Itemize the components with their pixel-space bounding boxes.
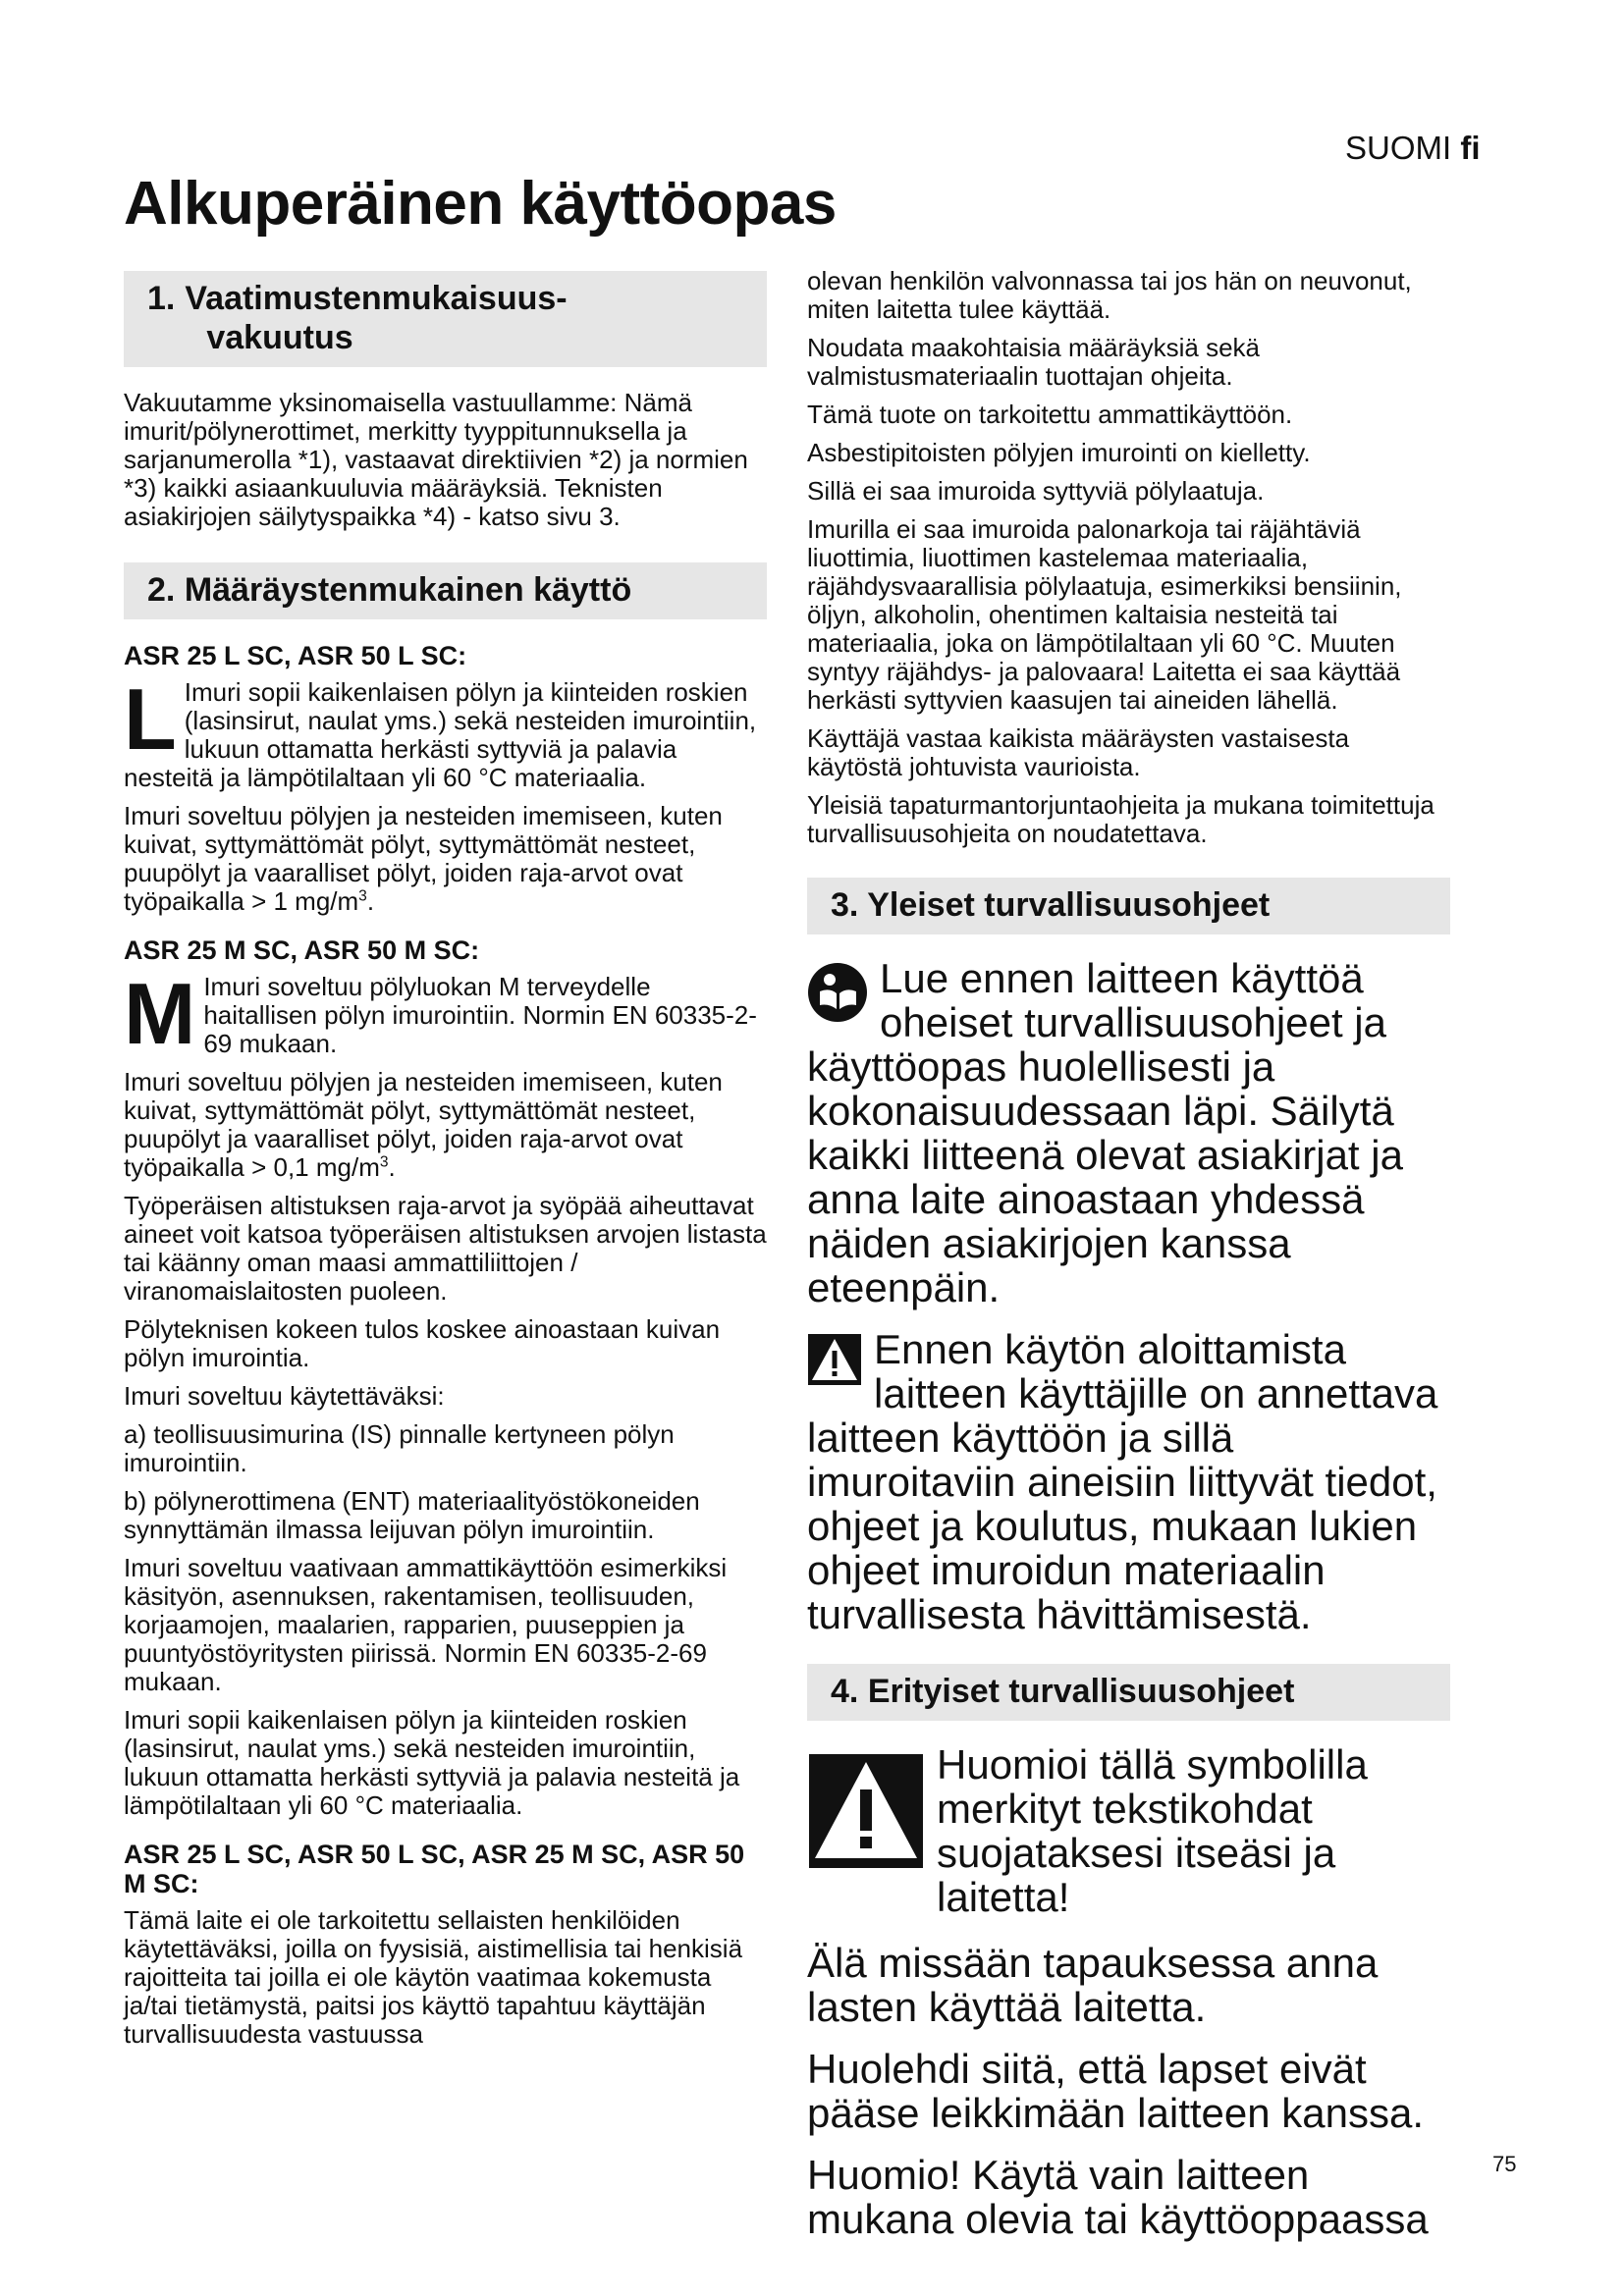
read-manual-icon <box>807 962 868 1031</box>
l-class-unit-superscript: 3 <box>358 887 367 905</box>
section-1-heading <box>124 271 767 367</box>
right-column <box>807 267 1450 2259</box>
m-class-limits-text: Imuri soveltuu pölyjen ja nesteiden imemiseen, kuten kuivat, syttymättömät pölyt, syttymättömät nesteet, puupölyt ja vaaralliset pölyt, joiden raja-arvot ovat työpaikalla > 0,1 mg/m <box>124 1067 723 1182</box>
section-2-heading <box>124 562 767 619</box>
section-3-heading <box>807 878 1450 934</box>
accessories-attention-text: Huomio! Käytä vain laitteen mukana olevia tai käyttöoppaassa <box>807 2152 1429 2242</box>
section-1-title-line2: vakuutus <box>206 319 353 356</box>
all-dust-text: Imuri sopii kaikenlaisen pölyn ja kiinteiden roskien (lasinsirut, naulat yms.) sekä nesteiden imurointiin, lukuun ottamatta herkästi syttyviä ja palavia nesteitä ja lämpötilaltaan yli 60 °C materiaalia. <box>124 1705 740 1820</box>
children-warning-text: Älä missään tapauksessa anna lasten käyttää laitetta. <box>807 1940 1379 2030</box>
symbol-note-body: Huomioi tällä symbolilla merkityt tekstikohdat suojataksesi itseäsi ja laitetta! <box>937 1741 1368 1920</box>
professional-text: Tämä tuote on tarkoitettu ammattikäyttöön. <box>807 400 1293 429</box>
professional-use-text: Imuri soveltuu vaativaan ammattikäyttöön esimerkiksi käsityön, asennuksen, rakentamisen, teollisuuden, korjaamojen, maalarien, rapparien, puuseppien ja puuntyöstöyritysten piirissä. Normin EN 60335-2-69 mukaan. <box>124 1553 728 1696</box>
persons-restriction-text: Tämä laite ei ole tarkoitettu sellaisten henkilöiden käytettäväksi, joilla on fyysisiä, aistimellisia tai henkisiä rajoitteita tai joilla ei ole käytön vaatimaa kokemusta ja/tai tietämystä, paitsi jos käyttö tapahtuu käyttäjän turvallisuudesta vastuussa <box>124 1905 743 2049</box>
exposure-text: Työperäisen altistuksen raja-arvot ja syöpää aiheuttavat aineet voit katsoa työperäisen altistuksen arvojen listasta tai käänny oman maasi ammattiliittojen / viranomaislaitosten puoleen. <box>124 1191 767 1306</box>
suited-text: Imuri soveltuu käytettäväksi: <box>124 1381 445 1411</box>
section-4-number: 4. <box>831 1673 859 1710</box>
page-title: Alkuperäinen käyttöopas <box>124 170 837 238</box>
read-manual-body: Lue ennen laitteen käyttöä oheiset turvallisuusohjeet ja käyttöopas huolellisesti ja kokonaisuudessaan läpi. Säilytä kaikki liitteenä olevat asiakirjat ja anna laite ainoastaan yhdessä näiden asiakirjojen kanssa eteenpäin. <box>807 955 1403 1310</box>
language-label <box>1345 130 1481 167</box>
m-class-unit-superscript: 3 <box>379 1153 389 1171</box>
asbestos-text: Asbestipitoisten pölyjen imurointi on kielletty. <box>807 438 1311 467</box>
m-class-heading: ASR 25 M SC, ASR 50 M SC: <box>124 935 480 965</box>
dust-test-text: Pölyteknisen kokeen tulos koskee ainoastaan kuivan pölyn imurointia. <box>124 1314 721 1372</box>
m-class-text-body: Imuri soveltuu pölyluokan M terveydelle haitallisen pölyn imurointiin. Normin EN 60335-2-69 mukaan. <box>203 972 757 1058</box>
training-body: Ennen käytön aloittamista laitteen käyttäjille on annettava laitteen käyttöön ja sillä imuroitaviin aineisiin liittyvät tiedot, ohjeet ja koulutus, mukaan lukien ohjeet imuroidun materiaalin turvallisesta hävittämisestä. <box>807 1326 1438 1637</box>
l-class-text-body: Imuri sopii kaikenlaisen pölyn ja kiinteiden roskien (lasinsirut, naulat yms.) sekä nesteiden imurointiin, lukuun ottamatta herkästi syttyviä ja palavia nesteitä ja lämpötilaltaan yli 60 °C materiaalia. <box>124 677 757 792</box>
children-supervise-text: Huolehdi siitä, että lapset eivät pääse leikkimään laitteen kanssa. <box>807 2046 1425 2136</box>
all-models-heading: ASR 25 L SC, ASR 50 L SC, ASR 25 M SC, ASR 50 M SC: <box>124 1840 745 1898</box>
continuation-text: olevan henkilön valvonnassa tai jos hän on neuvonut, miten laitetta tulee käyttää. <box>807 266 1412 324</box>
section-4-title: Erityiset turvallisuusohjeet <box>867 1673 1295 1710</box>
left-column <box>124 271 767 2058</box>
training-text <box>807 1327 1450 1636</box>
read-manual-text <box>807 956 1450 1309</box>
language-code: fi <box>1460 130 1481 166</box>
section-1-number: 1. <box>147 280 176 317</box>
general-safety-text: Yleisiä tapaturmantorjuntaohjeita ja mukana toimitettuja turvallisuusohjeita on noudatettava. <box>807 790 1435 848</box>
language-name: SUOMI <box>1345 130 1452 166</box>
symbol-note-text <box>807 1742 1450 1919</box>
forbidden-materials-text: Imurilla ei saa imuroida palonarkoja tai räjähtäviä liuottimia, liuottimen kastelemaa materiaalia, räjähdysvaarallisia pölylaatuja, esimerkiksi bensiinin, öljyn, alkoholin, ohentimen kaltaisia nesteitä tai materiaalia, joka on lämpötilaltaan yli 60 °C. Muuten syntyy räjähdys- ja palovaara! Laitetta ei saa käyttää herkästi syttyvien kaasujen tai aineiden lähellä. <box>807 514 1402 715</box>
warning-icon <box>807 1333 862 1394</box>
m-class-limits: Imuri soveltuu pölyjen ja nesteiden imemiseen, kuten kuivat, syttymättömät pölyt, syttymättömät nesteet, puupölyt ja vaaralliset pölyt, joiden raja-arvot ovat työpaikalla > 0,1 $mg/m^3$. <box>124 1067 723 1182</box>
l-class-heading: ASR 25 L SC, ASR 50 L SC: <box>124 641 467 670</box>
section-2-number: 2. <box>147 571 176 609</box>
use-option-b: b) pölynerottimena (ENT) materiaalityöstökoneiden synnyttämän ilmassa leijuvan pölyn imurointiin. <box>124 1486 700 1544</box>
flammable-dust-text: Sillä ei saa imuroida syttyviä pölylaatuja. <box>807 476 1265 506</box>
m-class-text <box>124 965 767 1062</box>
use-option-a: a) teollisuusimurina (IS) pinnalle kertyneen pölyn imurointiin. <box>124 1419 675 1477</box>
page-number: 75 <box>1492 2152 1517 2176</box>
l-class-limits: Imuri soveltuu pölyjen ja nesteiden imemiseen, kuten kuivat, syttymättömät pölyt, syttymättömät nesteet, puupölyt ja vaaralliset pölyt, joiden raja-arvot ovat työpaikalla > 1 $mg/m^3$. <box>124 801 723 916</box>
dust-class-l-badge: L <box>124 670 177 768</box>
section-3-title: Yleiset turvallisuusohjeet <box>867 886 1271 924</box>
user-liability-text: Käyttäjä vastaa kaikista määräysten vastaisesta käytöstä johtuvista vaurioista. <box>807 723 1350 781</box>
section-1-text: Vakuutamme yksinomaisella vastuullamme: Nämä imurit/pölynerottimet, merkitty tyyppitunnuksella ja sarjanumerolla *1), vastaavat direktiivien *2) ja normien *3) kaikki asiaankuuluvia määräyksiä. Teknisten asiakirjojen säilytyspaikka *4) - katso sivu 3. <box>124 388 748 531</box>
l-class-text <box>124 670 767 792</box>
l-class-limits-text: Imuri soveltuu pölyjen ja nesteiden imemiseen, kuten kuivat, syttymättömät pölyt, syttymättömät nesteet, puupölyt ja vaaralliset pölyt, joiden raja-arvot ovat työpaikalla > 1 mg/m <box>124 801 723 916</box>
warning-symbol-large-icon <box>807 1752 925 1878</box>
section-4-heading <box>807 1664 1450 1721</box>
section-1-title-line1: Vaatimustenmukaisuus- <box>185 280 568 317</box>
regulations-text: Noudata maakohtaisia määräyksiä sekä valmistusmateriaalin tuottajan ohjeita. <box>807 333 1261 391</box>
section-2-title: Määräystenmukainen käyttö <box>184 571 632 609</box>
section-3-number: 3. <box>831 886 859 924</box>
dust-class-m-badge: M <box>124 965 196 1062</box>
section-1-title <box>185 279 753 357</box>
